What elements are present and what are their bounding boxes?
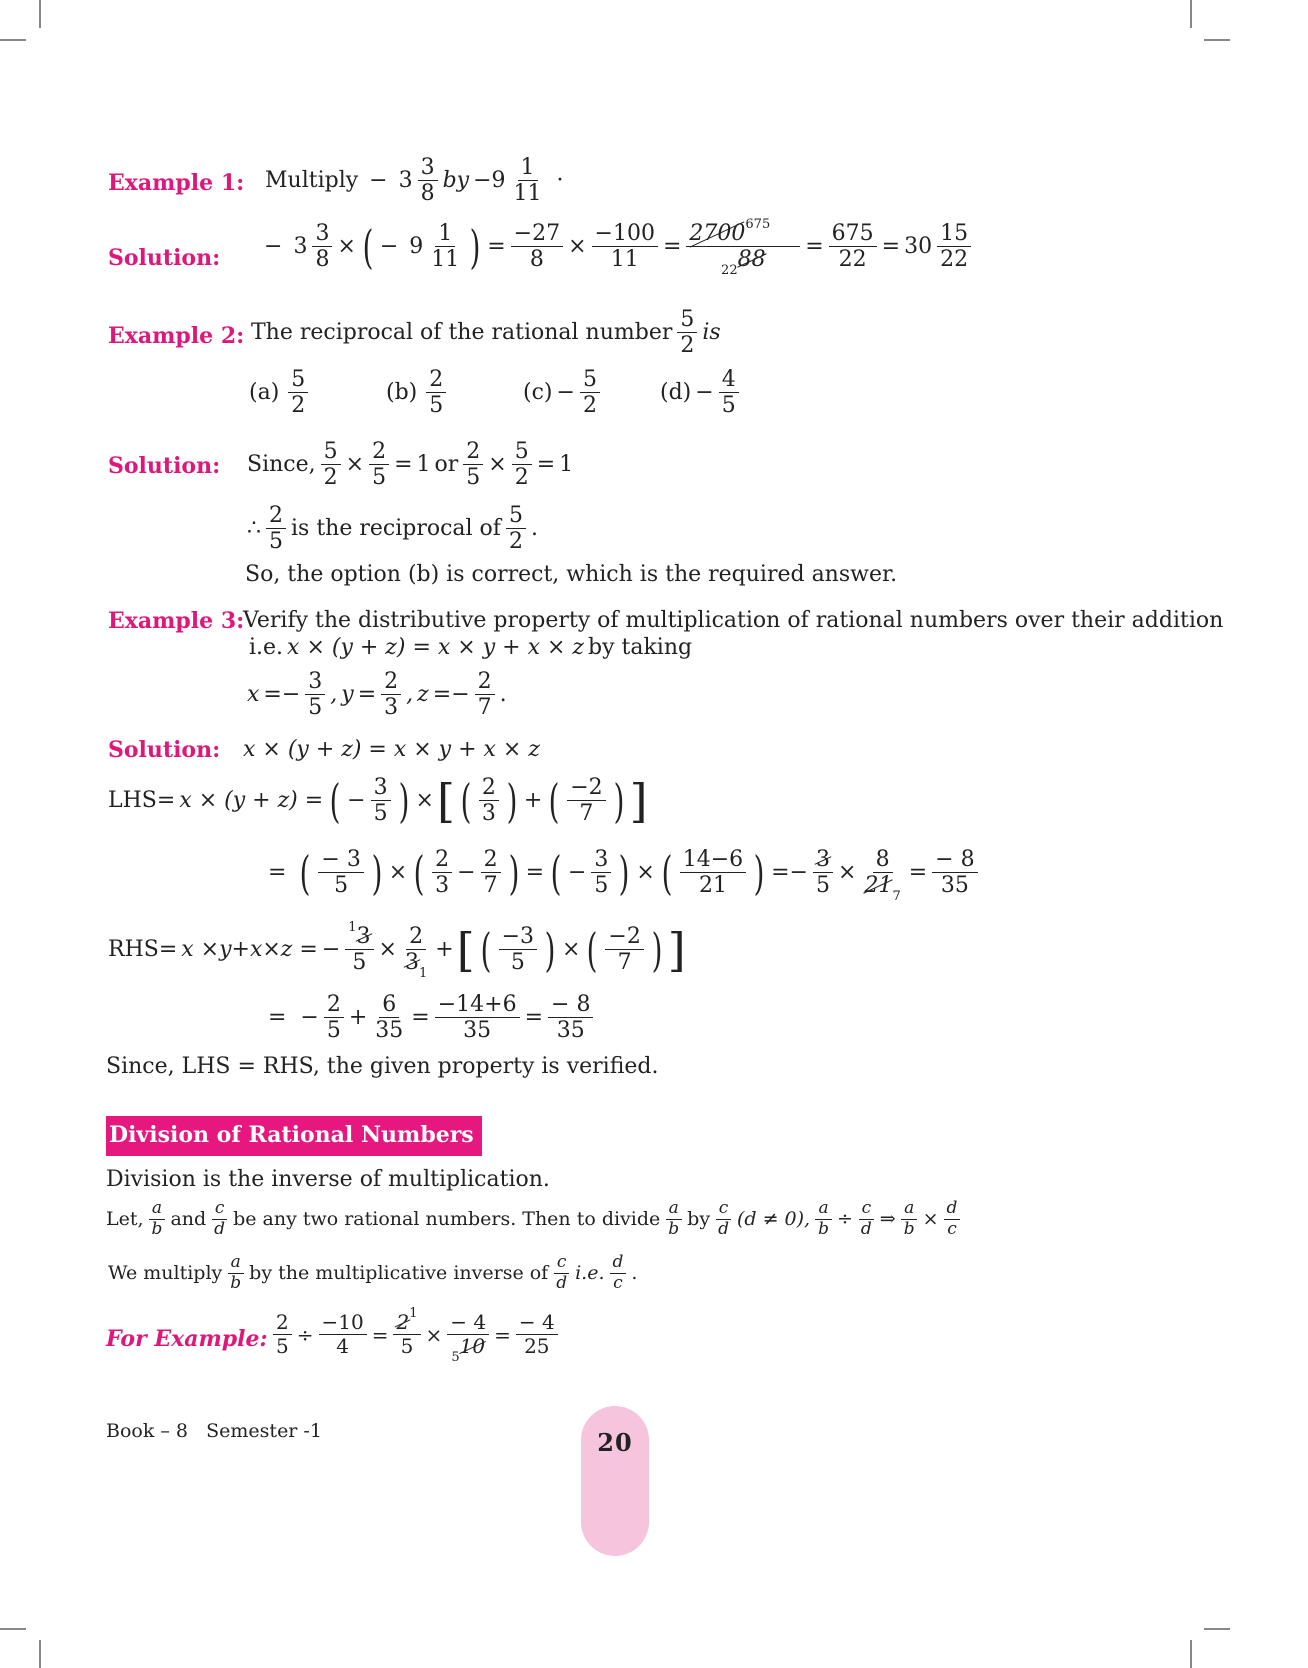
example1-question: Multiply − 3 3 8 by −9 1 11 · [265, 155, 564, 207]
for-example-label: For Example: [106, 1326, 268, 1352]
fraction: 5 2 [288, 368, 308, 417]
example2-conclusion: So, the option (b) is correct, which is the required answer. [245, 562, 898, 587]
crop-mark [1204, 39, 1230, 41]
fraction: $\frac{-27}{8}$ [511, 222, 563, 271]
division-intro: Division is the inverse of multiplication. [106, 1167, 550, 1192]
crop-mark [1190, 1640, 1192, 1668]
rhs-line2: = − $\frac{2}{5}$ + $\frac{6}{35}$ = $\frac{-14+6}{35}$ = $\frac{- 8}{35}$ [266, 993, 596, 1042]
crop-mark [1190, 0, 1192, 28]
section-heading: Division of Rational Numbers [106, 1116, 482, 1156]
example2-label: Example 2: [108, 323, 245, 349]
crop-mark [39, 1640, 41, 1668]
fraction: 3 8 [418, 156, 438, 205]
fraction-cancelled: $\frac{2700^{675}}{_{22}88}$ [686, 222, 800, 271]
example3-statement: Verify the distributive property of multiplication of rational numbers over their addition [243, 608, 1224, 633]
example1-label: Example 1: [108, 170, 245, 196]
example2-solution-label: Solution: [108, 453, 221, 479]
example3-law-line: i.e. x × (y + z) = x × y + x × z by taking [249, 635, 693, 660]
example1-solution-label: Solution: [108, 245, 221, 271]
footer-book: Book – 8 Semester -1 [106, 1420, 322, 1442]
example2-question: The reciprocal of the rational number 5 2 is [251, 307, 721, 359]
fraction: 2 5 [426, 368, 446, 417]
option-c: (c) − $\frac{5}{2}$ [521, 368, 603, 417]
option-d: (d) − $\frac{4}{5}$ [658, 368, 742, 417]
example3-conclusion: Since, LHS = RHS, the given property is verified. [106, 1054, 659, 1079]
example2-since-line: Since, $\frac{5}{2}$ × $\frac{2}{5}$ = 1 or $\frac{2}{5}$ × $\frac{5}{2}$ = 1 [247, 439, 574, 491]
division-rule: We multiply a b by the multiplicative inverse of c d i.e. d c . [108, 1252, 638, 1293]
example3-solution-label: Solution: [108, 737, 221, 763]
example3-values: x =− $\frac{3}{5}$ , y = $\frac{2}{3}$ , z =− $\frac{2}{7}$ . [247, 669, 507, 721]
fraction: 15 22 [937, 222, 971, 271]
rhs-line1: RHS= x ×y+x×z = − $\frac{^13}{5}$ × $\frac{2}{3_1}$ + [ ( −3 5 ) × ( −2 7 ) ] [108, 920, 686, 982]
fraction: $\frac{-100}{11}$ [592, 222, 658, 271]
example2-question-text: The reciprocal of the rational number [251, 320, 673, 346]
example1-question-text: Multiply [265, 168, 359, 194]
division-example: $\frac{2}{5}$ ÷ $\frac{-10}{4}$ = $\frac{2^1}{5}$ × $\frac{- 4}{_510}$ = $\frac{- 4}{25}$ [270, 1312, 561, 1357]
example1-solution-math: − 3 $\frac{3}{8}$ × ( − 9 1 11 ) = $\frac{-27}{8}$ × $\frac{-100}{11}$ = $\frac{2700^{675}}{_{22}88}$ = $\frac{675}{22}$ = 30 15 22 [262, 222, 974, 271]
fraction: $\frac{5}{2}$ [580, 368, 600, 417]
fraction: $\frac{675}{22}$ [829, 222, 877, 271]
fraction: $\frac{3}{8}$ [312, 222, 332, 271]
option-b: (b) 2 5 [384, 368, 449, 417]
lhs-line2: = ( − 3 5 ) × ( 2 3 − $\frac{2}{7}$ ) = ( − $\frac{3}{5}$ ) × ( 14−6 21 ) =− $\frac{3}{5}$ × $\frac{8}{21_7}$ = $\frac{- 8}{35}$ [266, 848, 981, 897]
fraction: $\frac{4}{5}$ [719, 368, 739, 417]
crop-mark [0, 39, 26, 41]
crop-mark [1204, 1628, 1230, 1630]
example3-solution-law: x × (y + z) = x × y + x × z [243, 737, 540, 762]
option-a: (a) 5 2 [247, 368, 311, 417]
example3-label: Example 3: [108, 608, 245, 634]
fraction: 5 2 [677, 308, 697, 357]
lhs-line1: LHS= x × (y + z) = ( − $\frac{3}{5}$ ) × [ ( 2 3 ) + ( −2 7 ) ] [108, 773, 648, 828]
crop-mark [0, 1628, 26, 1630]
division-definition: Let, a b and c d be any two rational numbers. Then to divide a b by c d (d ≠ 0), $\frac{a}{b}$ ÷ $\frac{c}{d}$ ⇒ $\frac{a}{b}$ × $\frac{d}{c}$ [104, 1200, 963, 1239]
crop-mark [39, 0, 41, 28]
example2-reciprocal-line: ∴ 2 5 is the reciprocal of 5 2 . [247, 503, 538, 555]
page-number: 20 [597, 1428, 633, 1457]
fraction: 1 11 [431, 221, 460, 273]
fraction: 1 11 [513, 155, 542, 207]
